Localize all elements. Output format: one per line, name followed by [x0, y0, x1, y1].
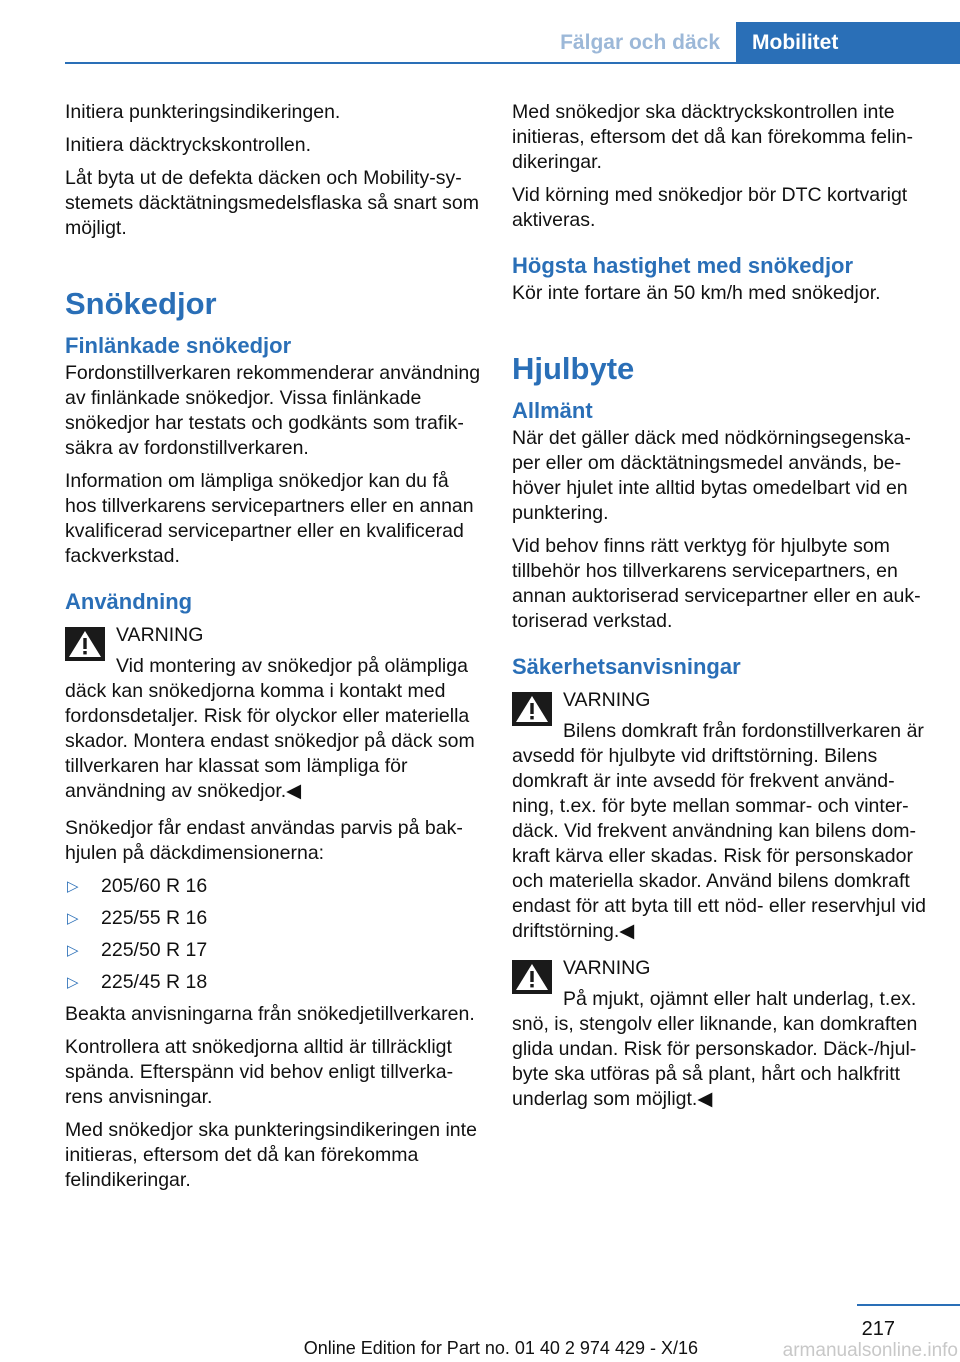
warning-text: På mjukt, ojämnt eller halt underlag, t.ex. snö, is, stengolv eller liknande, kan domkraften glida undan. Risk för personskador. Däck-/hjulbyte ska utföras på så plant, hårt och halkfritt underlag som möjligt.◀	[512, 988, 918, 1110]
edition-note: Online Edition for Part no. 01 40 2 974 429 - X/16	[303, 1338, 698, 1358]
paragraph: Kontrollera att snökedjorna alltid är tillräckligt spända. Efterspänn vid behov enligt tillverkarens anvisningar.	[65, 1036, 454, 1108]
warning-text: Bilens domkraft från fordonstillverkaren är avsedd för hjulbyte vid driftstörning. Bilens domkraft är inte avsedd för frekvent användning, t.ex. för byte mellan sommar- och vinterdäck. Vid frekvent användning kan bilens domkraft kärva eller skadas. Risk för personskador och materiella skador. Använd bilens domkraft endast för att byta till ett nöd- eller reservhjul vid driftstörning.◀	[512, 720, 927, 942]
header-chapter-tab[interactable]: Mobilitet	[736, 22, 960, 62]
list-item: ▷ 225/50 R 17	[67, 939, 208, 961]
section-title-snow-chains: Snökedjor	[65, 286, 217, 321]
paragraph: Information om lämpliga snökedjor kan du få hos tillverkarens servicepartners eller en annan kvalificerad servicepartner eller en kvalificerad fackverkstad.	[65, 470, 474, 567]
paragraph: Initiera däcktryckskontrollen.	[65, 134, 312, 156]
paragraph: När det gäller däck med nödkörningsegenskaper eller om däcktätningsmedel används, behöver hjulet inte alltid bytas omedelbart vid en punktering.	[512, 427, 911, 524]
warning-triangle-icon	[512, 692, 552, 726]
page-number-rule	[857, 1304, 960, 1306]
paragraph: Låt byta ut de defekta däcken och Mobility-systemets däcktätningsmedelsflaska så snart som möjligt.	[65, 167, 480, 239]
header-section-tab[interactable]: Fälgar och däck	[560, 31, 720, 54]
warning-block	[65, 623, 483, 804]
list-item: ▷ 225/55 R 16	[67, 907, 208, 929]
left-column	[65, 100, 483, 1201]
list-item: ▷ 225/45 R 18	[67, 971, 208, 993]
page-number: 217	[861, 1318, 895, 1340]
section-title-wheel-change: Hjulbyte	[512, 351, 635, 386]
paragraph: Kör inte fortare än 50 km/h med snökedjor.	[512, 282, 881, 304]
warning-label: VARNING	[563, 957, 651, 979]
warning-triangle-icon	[65, 627, 105, 661]
subsection-title-fine-link-chains: Finlänkade snökedjor	[65, 333, 292, 358]
paragraph: Vid körning med snökedjor bör DTC kortvarigt aktiveras.	[512, 184, 908, 231]
right-column	[512, 100, 930, 1124]
paragraph: Initiera punkteringsindikeringen.	[65, 101, 341, 123]
paragraph: Fordonstillverkaren rekommenderar användning av finlänkade snökedjor. Vissa finlänkade snökedjor har testats och godkänts som trafiksäkra av fordonstillverkaren.	[65, 362, 481, 459]
triangle-right-icon: ▷	[67, 942, 79, 959]
warning-block	[512, 956, 930, 1112]
warning-label: VARNING	[116, 624, 204, 646]
warning-triangle-icon	[512, 960, 552, 994]
warning-label: VARNING	[563, 689, 651, 711]
tire-size-list	[65, 874, 483, 995]
subsection-title-general: Allmänt	[512, 398, 593, 423]
paragraph: Beakta anvisningarna från snökedjetillverkaren.	[65, 1003, 475, 1025]
list-item: ▷ 205/60 R 16	[67, 875, 208, 897]
page-footer	[0, 1318, 960, 1362]
warning-text: Vid montering av snökedjor på olämpliga däck kan snökedjorna komma i kontakt med fordonsdetaljer. Risk för olyckor eller materiella skador. Montera endast snökedjor på däck som tillverkaren har klassat som lämpliga för användning av snökedjor.◀	[65, 655, 475, 802]
subsection-title-usage: Användning	[65, 589, 193, 614]
watermark: armanualsonline.info	[782, 1340, 958, 1361]
page-header	[65, 22, 960, 64]
triangle-right-icon: ▷	[67, 878, 79, 895]
paragraph: Vid behov finns rätt verktyg för hjulbyte som tillbehör hos tillverkarens servicepartners, en annan auktoriserad servicepartner eller en auktoriserad verkstad.	[512, 535, 921, 632]
subsection-title-safety: Säkerhetsanvisningar	[512, 654, 741, 679]
subsection-title-max-speed: Högsta hastighet med snökedjor	[512, 253, 854, 278]
paragraph: Snökedjor får endast användas parvis på bakhjulen på däckdimensionerna:	[65, 817, 463, 864]
triangle-right-icon: ▷	[67, 974, 79, 991]
triangle-right-icon: ▷	[67, 910, 79, 927]
paragraph: Med snökedjor ska punkteringsindikeringen inte initieras, eftersom det då kan förekomma felindikeringar.	[65, 1119, 477, 1191]
paragraph: Med snökedjor ska däcktryckskontrollen inte initieras, eftersom det då kan förekomma felindikeringar.	[512, 101, 914, 173]
warning-block	[512, 688, 930, 944]
